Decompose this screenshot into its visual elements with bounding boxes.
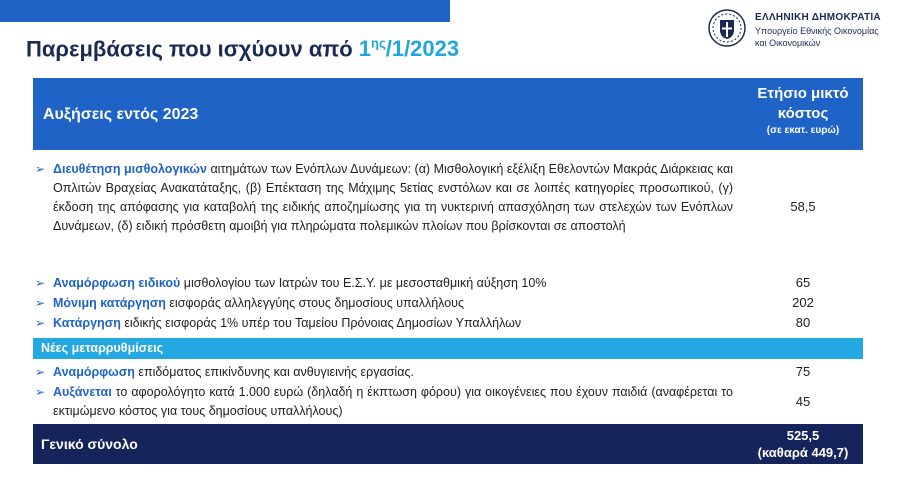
table-row: ➢ Αναμόρφωση ειδικού μισθολογίου των Ιατρών του Ε.Σ.Υ. με μεσοσταθμική αύξηση 10% 65 xyxy=(33,274,863,293)
bullet-arrow-icon: ➢ xyxy=(35,385,46,399)
table-row: ➢ Διευθέτηση μισθολογικών αιτημάτων των Ενόπλων Δυνάμεων: (α) Μισθολογική εξέλιξη Εθελοντών Μακράς Διάρκειας και Οπλιτών Βραχείας Ανακατάταξης, (β) Επέκταση της Μάχιμης 5ετίας ενστόλων και σε λοιπές κατηγορίες προσωπικού, (γ) έκδοση της απόφασης για καταβολή της ειδικής αποζημίωσης για τη νυκτερινή απασχόληση των στελεχών των Ενόπλων Δυνάμεων, (δ) ειδική πρόσθετη αμοιβή για πληρώματα πολεμικών πλοίων που βρίσκονται σε αποστολή 58,5 xyxy=(33,160,863,256)
row-value: 202 xyxy=(792,295,814,310)
measures-table xyxy=(33,78,863,464)
bullet-arrow-icon: ➢ xyxy=(35,316,46,330)
table-row: ➢ Αναμόρφωση επιδόματος επικίνδυνης και ανθυγιεινής εργασίας. 75 xyxy=(33,363,863,382)
total-value: 525,5 (καθαρά 449,7) xyxy=(757,428,849,460)
top-accent-bar xyxy=(0,0,450,22)
total-label: Γενικό σύνολο xyxy=(41,436,138,452)
bullet-arrow-icon: ➢ xyxy=(35,162,46,176)
bullet-arrow-icon: ➢ xyxy=(35,296,46,310)
cost-column-header: Ετήσιο μικτό κόστος (σε εκατ. ευρώ) xyxy=(757,85,849,136)
logo-line-1: ΕΛΛΗΝΙΚΗ ΔΗΜΟΚΡΑΤΙΑ xyxy=(755,12,881,23)
row-value: 45 xyxy=(795,394,811,409)
table-row: ➢ Αυξάνεται το αφορολόγητο κατά 1.000 ευρώ (δηλαδή η έκπτωση φόρου) για οικογένειες που έχουν παιδιά (αναφέρεται το εκτιμώμενο κόστος για τους δημοσίους υπαλλήλους) 45 xyxy=(33,383,863,421)
ministry-logo xyxy=(707,8,897,58)
table-row: ➢ Κατάργηση ειδικής εισφοράς 1% υπέρ του Ταμείου Πρόνοιας Δημοσίων Υπαλλήλων 80 xyxy=(33,314,863,333)
section-header: Νέες μεταρρυθμίσεις xyxy=(33,338,863,359)
logo-line-2: Υπουργείο Εθνικής Οικονομίας xyxy=(755,26,879,36)
logo-line-3: και Οικονομικών xyxy=(755,38,821,48)
bullet-arrow-icon: ➢ xyxy=(35,365,46,379)
table-header xyxy=(33,78,863,150)
table-row: ➢ Μόνιμη κατάργηση εισφοράς αλληλεγγύης στους δημοσίους υπαλλήλους 202 xyxy=(33,294,863,313)
row-value: 80 xyxy=(795,315,811,330)
row-value: 65 xyxy=(795,275,811,290)
row-value: 58,5 xyxy=(790,199,816,214)
greek-coat-of-arms-icon xyxy=(707,8,747,48)
table-header-title: Αυξήσεις εντός 2023 xyxy=(43,106,199,123)
page-title: Παρεμβάσεις που ισχύουν από $1^{\eta\varsigma}/1/2023$ xyxy=(26,36,460,62)
bullet-arrow-icon: ➢ xyxy=(35,276,46,290)
total-row xyxy=(33,424,863,464)
row-value: 75 xyxy=(795,364,811,379)
